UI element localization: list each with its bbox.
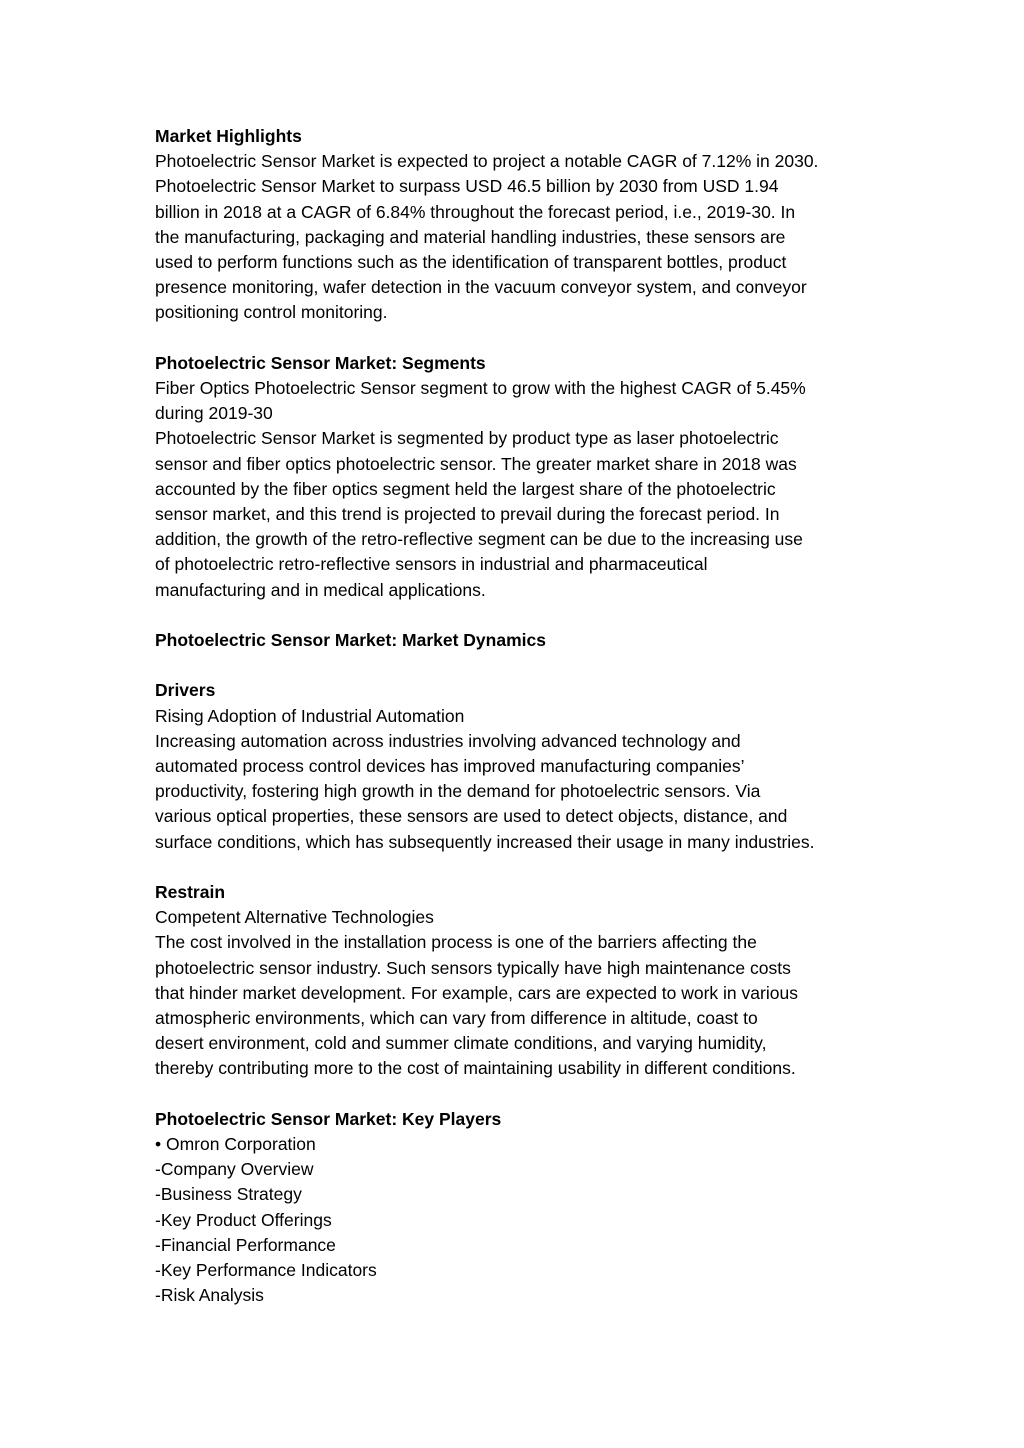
paragraph-spacer	[155, 1082, 885, 1107]
section-heading-drivers: Drivers	[155, 680, 216, 701]
document-page	[155, 124, 885, 1308]
text-line: automated process control devices has improved manufacturing companies’	[155, 756, 745, 777]
text-line: accounted by the fiber optics segment held the largest share of the photoelectric	[155, 478, 776, 499]
text-line: thereby contributing more to the cost of maintaining usability in different conditions.	[155, 1058, 796, 1079]
list-item: • Omron Corporation	[155, 1134, 316, 1155]
text-line: sensor market, and this trend is projected to prevail during the forecast period. In	[155, 504, 780, 525]
text-line: Increasing automation across industries involving advanced technology and	[155, 730, 741, 751]
paragraph-restrain	[155, 905, 885, 1081]
paragraph-market-highlights	[155, 149, 885, 325]
section-heading-key-players: Photoelectric Sensor Market: Key Players	[155, 1108, 502, 1129]
text-line: Photoelectric Sensor Market is expected to project a notable CAGR of 7.12% in 2030.	[155, 151, 819, 172]
text-line: photoelectric sensor industry. Such sensors typically have high maintenance costs	[155, 957, 791, 978]
text-line: presence monitoring, wafer detection in the vacuum conveyor system, and conveyor	[155, 277, 807, 298]
text-line: sensor and fiber optics photoelectric sensor. The greater market share in 2018 was	[155, 453, 797, 474]
text-line: atmospheric environments, which can vary from difference in altitude, coast to	[155, 1008, 758, 1029]
paragraph-spacer	[155, 855, 885, 880]
list-key-players	[155, 1132, 885, 1308]
section-heading-restrain: Restrain	[155, 882, 226, 903]
paragraph-spacer	[155, 653, 885, 678]
list-item: -Financial Performance	[155, 1234, 336, 1255]
text-line: Rising Adoption of Industrial Automation	[155, 705, 465, 726]
list-item: -Company Overview	[155, 1159, 314, 1180]
text-line: productivity, fostering high growth in the demand for photoelectric sensors. Via	[155, 781, 761, 802]
text-line: Competent Alternative Technologies	[155, 907, 434, 928]
section-heading-market-dynamics: Photoelectric Sensor Market: Market Dynamics	[155, 630, 546, 651]
text-line: during 2019-30	[155, 403, 273, 424]
list-item: -Risk Analysis	[155, 1285, 264, 1306]
text-line: of photoelectric retro-reflective sensors in industrial and pharmaceutical	[155, 554, 708, 575]
paragraph-drivers	[155, 704, 885, 855]
text-line: manufacturing and in medical applications.	[155, 579, 486, 600]
section-heading-segments: Photoelectric Sensor Market: Segments	[155, 352, 486, 373]
section-heading-market-highlights: Market Highlights	[155, 126, 302, 146]
text-line: various optical properties, these sensors are used to detect objects, distance, and	[155, 806, 788, 827]
text-line: the manufacturing, packaging and material handling industries, these sensors are	[155, 226, 786, 247]
list-item: -Key Performance Indicators	[155, 1260, 377, 1281]
text-line: Fiber Optics Photoelectric Sensor segment to grow with the highest CAGR of 5.45%	[155, 378, 806, 399]
text-line: The cost involved in the installation process is one of the barriers affecting the	[155, 932, 757, 953]
text-line: surface conditions, which has subsequently increased their usage in many industries.	[155, 831, 815, 852]
text-line: desert environment, cold and summer climate conditions, and varying humidity,	[155, 1033, 767, 1054]
text-line: billion in 2018 at a CAGR of 6.84% throughout the forecast period, i.e., 2019-30. In	[155, 201, 796, 222]
list-item: -Key Product Offerings	[155, 1209, 332, 1230]
text-line: Photoelectric Sensor Market is segmented by product type as laser photoelectric	[155, 428, 779, 449]
paragraph-segments	[155, 376, 885, 603]
list-item: -Business Strategy	[155, 1184, 302, 1205]
paragraph-spacer	[155, 326, 885, 351]
paragraph-spacer	[155, 603, 885, 628]
text-line: that hinder market development. For example, cars are expected to work in various	[155, 982, 798, 1003]
text-line: Photoelectric Sensor Market to surpass USD 46.5 billion by 2030 from USD 1.94	[155, 176, 779, 197]
text-line: used to perform functions such as the identification of transparent bottles, product	[155, 252, 787, 273]
text-line: positioning control monitoring.	[155, 302, 388, 323]
text-line: addition, the growth of the retro-reflective segment can be due to the increasing use	[155, 529, 803, 550]
